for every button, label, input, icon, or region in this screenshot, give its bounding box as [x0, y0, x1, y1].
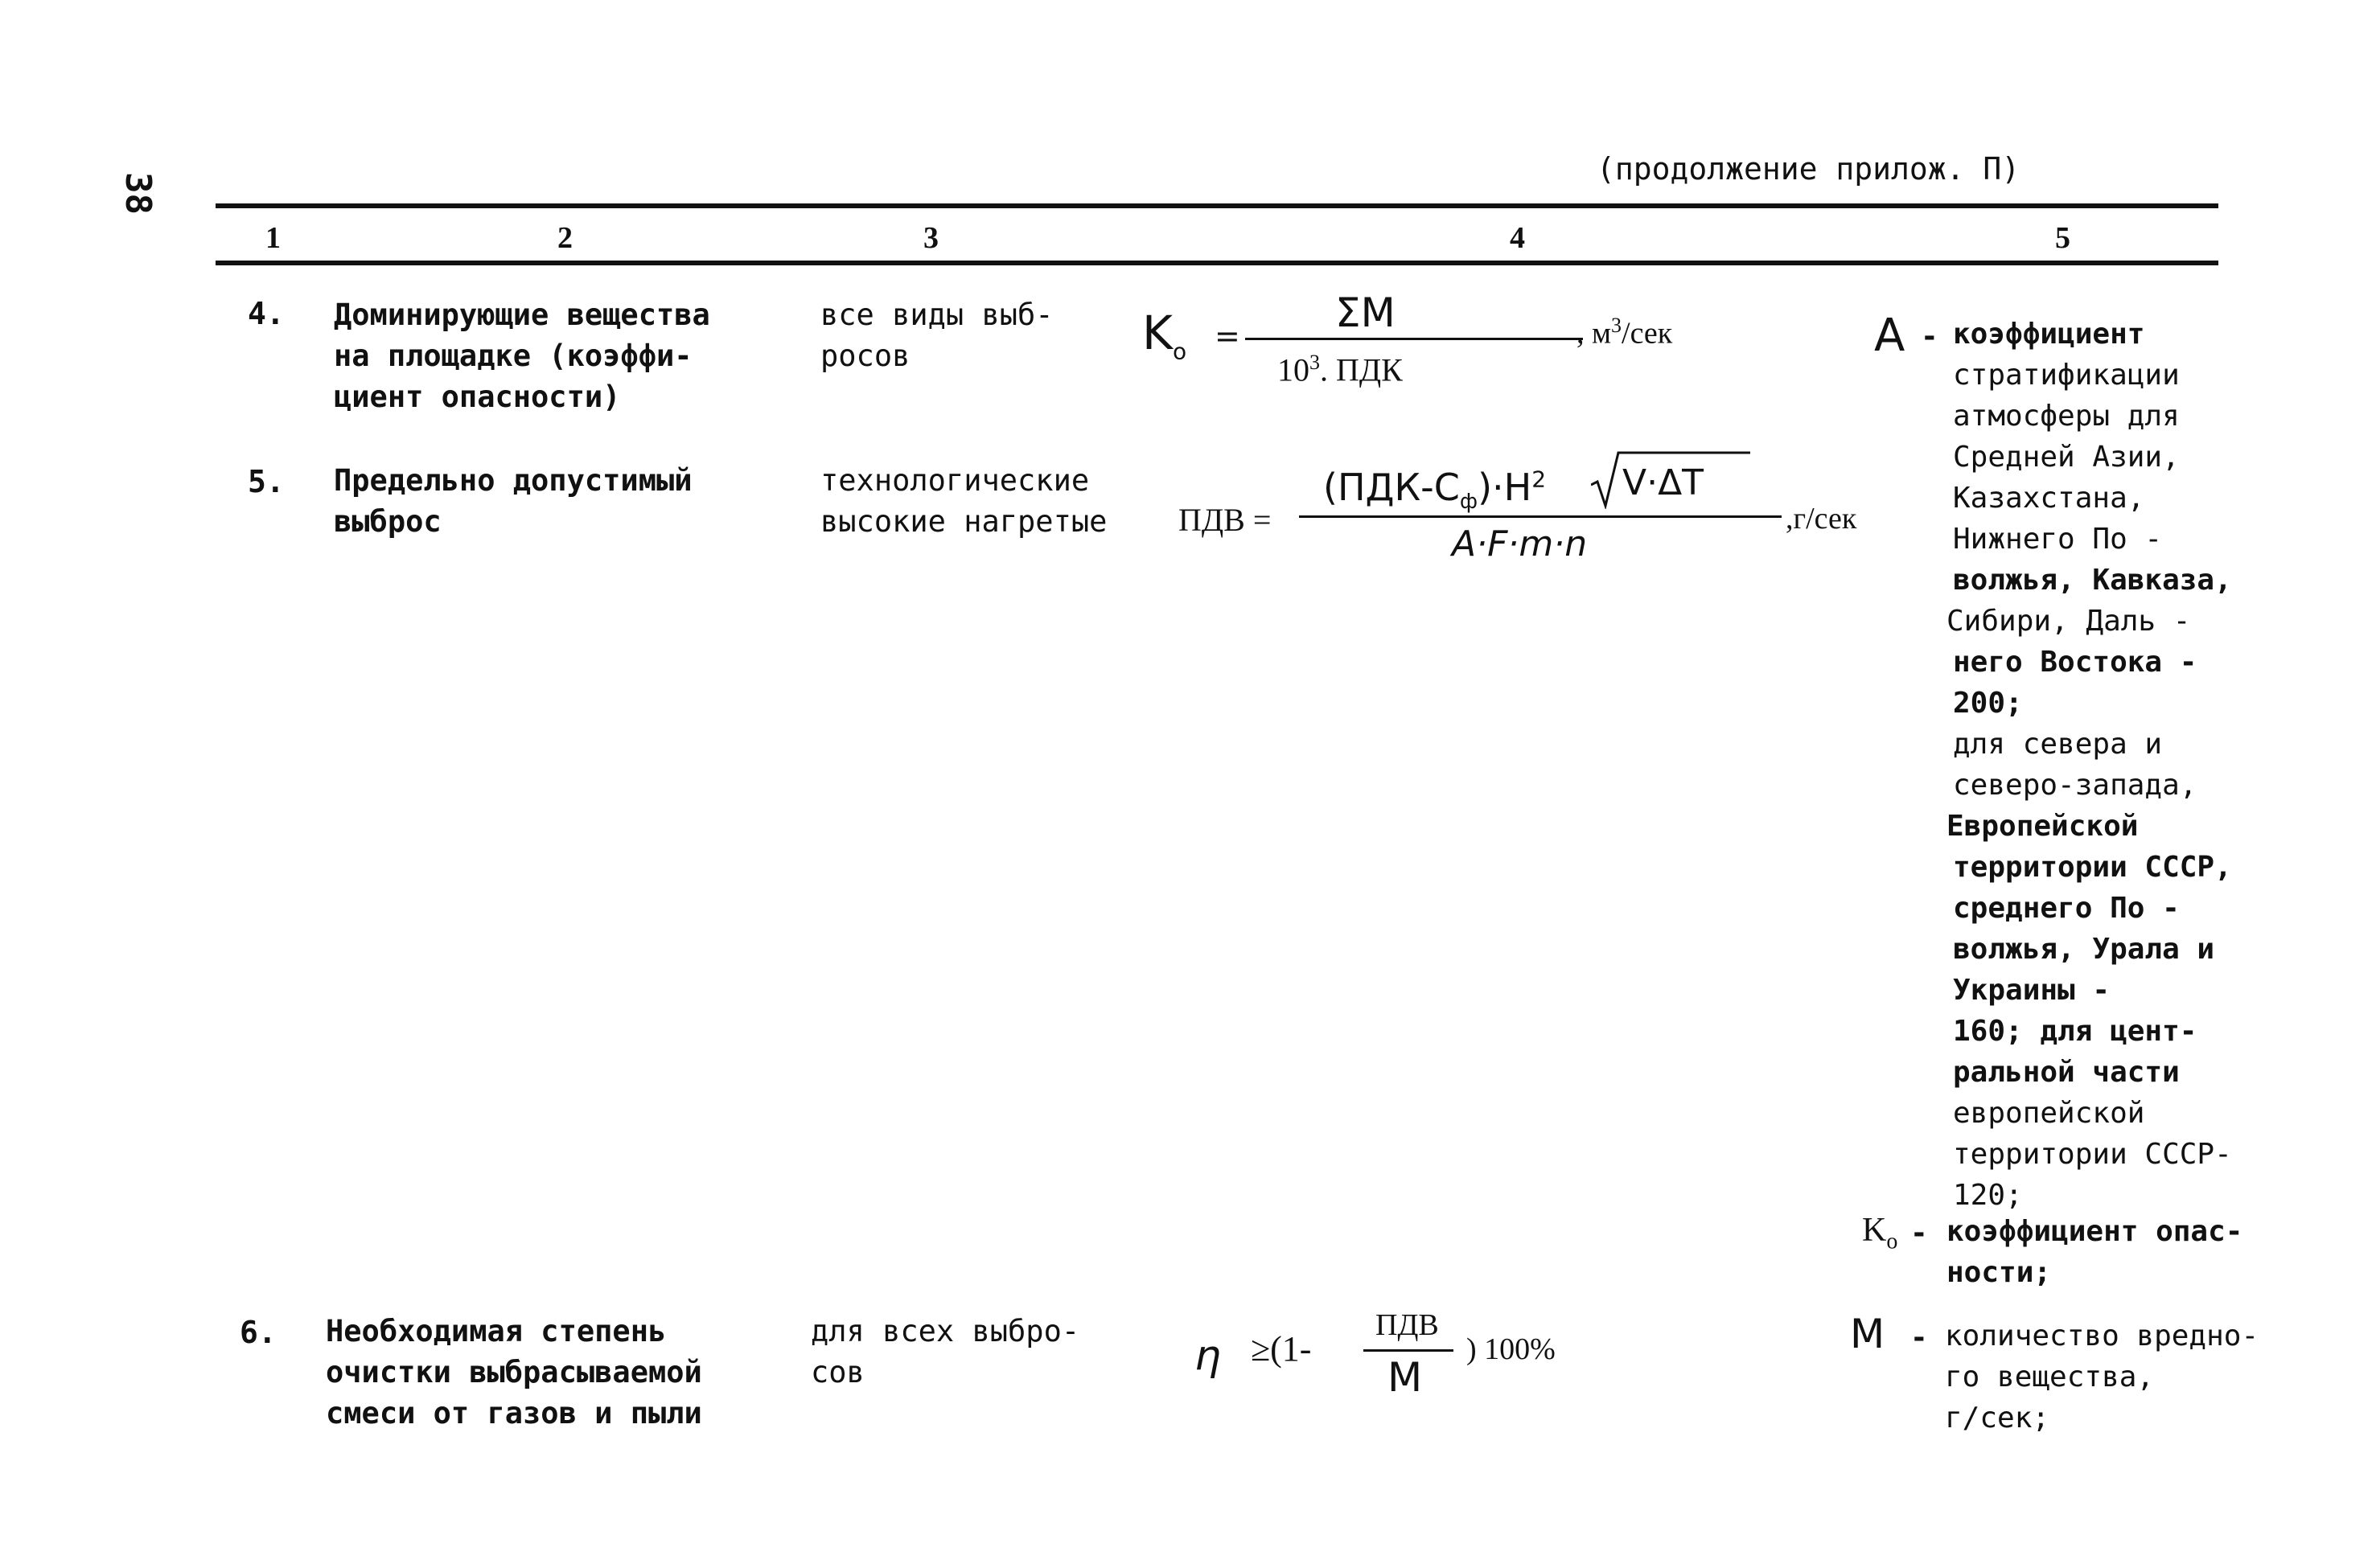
note-a-line: территории СССР, [1953, 851, 2232, 884]
note-k0-symbol-letter: K [1862, 1212, 1887, 1249]
note-k0-text [1946, 1211, 2242, 1293]
note-a-line: европейской [1953, 1097, 2145, 1130]
row-4-name-line: Доминирующие вещества [334, 298, 710, 332]
note-a-line: Средней Азии, [1953, 441, 2180, 474]
formula-eta-lhs: η [1194, 1332, 1221, 1380]
formula-k0-unit-suffix: /сек [1622, 316, 1673, 351]
note-a-line: него Востока - [1953, 646, 2197, 679]
formula-pdv-numerator-sub: ф [1459, 490, 1478, 515]
note-a-line: волжья, Кавказа, [1953, 564, 2232, 597]
note-a-symbol: A [1874, 310, 1905, 362]
column-header-1: 1 [265, 221, 281, 255]
formula-pdv-denominator: A·F·m·n [1452, 523, 1588, 564]
row-6-name-line: очистки выбрасываемой [326, 1355, 702, 1389]
formula-eta-ge: ≥(1- [1251, 1329, 1312, 1369]
note-a-line: 200; [1953, 687, 2023, 720]
page-number: 38 [117, 172, 158, 215]
note-a-line: стратификации [1953, 359, 2180, 392]
column-header-2: 2 [557, 221, 573, 255]
formula-eta-denominator: M [1387, 1354, 1423, 1401]
note-k0-line: коэффициент опас- [1946, 1215, 2243, 1248]
formula-k0-lhs: K [1142, 306, 1174, 360]
note-a-line: территории СССР- [1953, 1138, 2232, 1171]
formula-k0-lhs-sub: o [1173, 338, 1187, 365]
formula-eta-fraction-bar [1363, 1349, 1453, 1352]
note-a-line: волжья, Урала и [1953, 933, 2215, 966]
formula-eta-tail: ) 100% [1466, 1332, 1556, 1366]
row-4-name [334, 294, 710, 417]
note-a-line: коэффициент [1953, 318, 2145, 351]
note-k0-symbol-sub: o [1886, 1229, 1898, 1254]
row-6-scope-line: для всех выбро- [811, 1314, 1080, 1348]
row-6-name-line: смеси от газов и пыли [326, 1396, 702, 1430]
note-a-text [1946, 314, 2232, 1216]
row-4-scope-line: все виды выб- [820, 298, 1054, 332]
note-a-line: атмосферы для [1953, 400, 2180, 433]
column-header-5: 5 [2055, 221, 2070, 255]
formula-pdv-radicand: V·ΔT [1622, 462, 1704, 503]
formula-pdv-numerator-a: (ПДК-С [1323, 466, 1460, 509]
row-5-scope-line: высокие нагретые [820, 504, 1108, 539]
note-a-line: среднего По - [1953, 892, 2180, 925]
row-4-scope-line: росов [820, 339, 911, 373]
row-4-number: 4. [248, 296, 285, 331]
note-m-line: го вещества, [1945, 1361, 2155, 1394]
formula-pdv [1178, 446, 1918, 575]
row-5-name-line: выброс [334, 504, 442, 539]
row-6-name [326, 1311, 702, 1434]
note-m-text [1945, 1316, 2259, 1439]
formula-k0-numerator: ΣM [1335, 289, 1396, 336]
row-4-name-line: на площадке (коэффи- [334, 339, 693, 373]
note-a-line: Украины - [1953, 974, 2111, 1007]
note-k0-symbol [1862, 1211, 1897, 1254]
formula-k0-unit-prefix: , м [1576, 316, 1612, 351]
formula-pdv-fraction-bar [1299, 515, 1782, 518]
note-m-dash: - [1910, 1321, 1928, 1354]
formula-k0-fraction-bar [1245, 338, 1583, 340]
row-4-name-line: циент опасности) [334, 380, 621, 414]
formula-k0-denominator-b: . ПДК [1320, 351, 1403, 388]
formula-k0-denominator-a: 10 [1277, 351, 1309, 388]
row-5-number: 5. [248, 464, 285, 499]
note-m-line: г/сек; [1945, 1402, 2050, 1435]
row-5-name [334, 460, 693, 542]
row-4-scope [820, 294, 1054, 376]
note-a-line: для севера и [1953, 728, 2163, 761]
row-6-number: 6. [240, 1315, 277, 1350]
row-5-scope [820, 460, 1107, 542]
note-k0-dash: - [1910, 1217, 1928, 1250]
note-a-line: ральной части [1953, 1056, 2180, 1089]
row-5-scope-line: технологические [820, 463, 1090, 498]
continuation-caption: (продолжение прилож. П) [1597, 151, 2020, 187]
note-m-symbol: M [1850, 1311, 1885, 1357]
formula-pdv-numerator-b: )·H [1478, 466, 1532, 509]
note-k0-line: ности; [1946, 1256, 2052, 1289]
row-6-name-line: Необходимая степень [326, 1314, 667, 1348]
header-bottom-rule [216, 261, 2218, 265]
note-a-line: Европейской [1946, 810, 2139, 843]
note-a-line: Нижнего По - [1953, 523, 2163, 556]
formula-eta-numerator: ПДВ [1375, 1308, 1439, 1342]
top-rule [216, 203, 2218, 208]
formula-k0-denominator-sup: 3 [1309, 351, 1320, 374]
column-header-3: 3 [923, 221, 939, 255]
note-a-line: северо-запада, [1953, 769, 2197, 802]
formula-pdv-unit: ,г/сек [1786, 502, 1857, 536]
row-6-scope [811, 1311, 1079, 1393]
note-a-line: 120; [1953, 1179, 2023, 1212]
column-header-4: 4 [1510, 221, 1525, 255]
note-a-line: 160; для цент- [1953, 1015, 2197, 1048]
formula-eta [1194, 1309, 1613, 1422]
row-5-name-line: Предельно допустимый [334, 463, 693, 498]
formula-k0: $K_o$ = ΣM $10^3$. ПДК , $м^3$/сек [1142, 289, 1673, 388]
note-a-line: Сибири, Даль - [1946, 605, 2191, 638]
formula-k0-unit-sup: 3 [1611, 314, 1622, 337]
row-6-scope-line: сов [811, 1355, 865, 1389]
formula-pdv-numerator-sup: 2 [1531, 466, 1547, 493]
formula-pdv-lhs: ПДВ = [1178, 502, 1272, 538]
note-a-line: Казахстана, [1953, 482, 2145, 515]
note-a-dash: - [1921, 320, 1938, 353]
note-m-line: количество вредно- [1945, 1320, 2259, 1353]
